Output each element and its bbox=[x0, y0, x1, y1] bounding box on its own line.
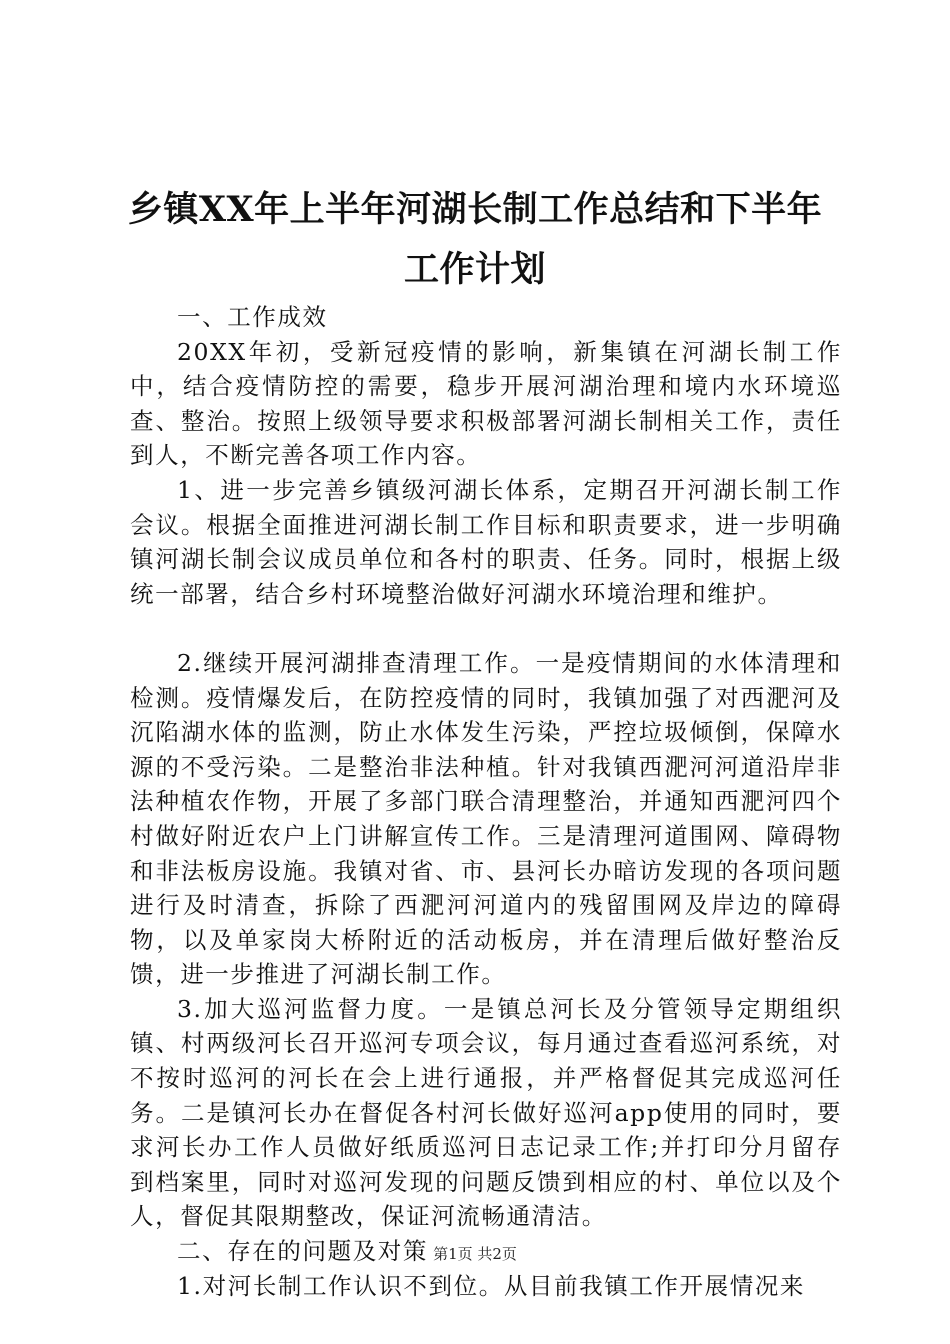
paragraph-item-1: 1、进一步完善乡镇级河湖长体系，定期召开河湖长制工作会议。根据全面推进河湖长制工作目标和职责要求，进一步明确镇河湖长制会议成员单位和各村的职责、任务。同时，根据上级统一部署，结合乡村环境整治做好河湖水环境治理和维护。 bbox=[130, 475, 842, 608]
section-heading-achievements: 一、工作成效 bbox=[177, 303, 328, 331]
document-title-line-2: 工作计划 bbox=[403, 249, 546, 290]
section-heading-problems: 二、存在的问题及对策 bbox=[177, 1237, 428, 1266]
paragraph-item-2: 2.继续开展河湖排查清理工作。一是疫情期间的水体清理和检测。疫情爆发后，在防控疫情的同时，我镇加强了对西淝河及沉陷湖水体的监测，防止水体发生污染，严控垃圾倾倒，保障水源的不受污染。二是整治非法种植。针对我镇西淝河河道沿岸非法种植农作物，开展了多部门联合清理整治，并通知西淝河四个村做好附近农户上门讲解宣传工作。三是清理河道围网、障碍物和非法板房设施。我镇对省、市、县河长办暗访发现的各项问题进行及时清查，拆除了西淝河河道内的残留围网及岸边的障碍物，以及单家岗大桥附近的活动板房，并在清理后做好整治反馈，进一步推进了河湖长制工作。 bbox=[130, 648, 842, 989]
paragraph-intro: 20XX年初，受新冠疫情的影响，新集镇在河湖长制工作中，结合疫情防控的需要，稳步开展河湖治理和境内水环境巡查、整治。按照上级领导要求积极部署河湖长制相关工作，责任到人，不断完善各项工作内容。 bbox=[130, 337, 842, 470]
paragraph-item-3: 3.加大巡河监督力度。一是镇总河长及分管领导定期组织镇、村两级河长召开巡河专项会议，每月通过查看巡河系统，对不按时巡河的河长在会上进行通报，并严格督促其完成巡河任务。二是镇河长办在督促各村河长做好巡河app使用的同时，要求河长办工作人员做好纸质巡河日志记录工作;并打印分月留存到档案里，同时对巡河发现的问题反馈到相应的村、单位以及个人，督促其限期整改，保证河流畅通清洁。 bbox=[130, 994, 842, 1231]
paragraph-problem-1: 1.对河长制工作认识不到位。从目前我镇工作开展情况来 bbox=[177, 1271, 806, 1300]
document-title-line-1: 乡镇XX年上半年河湖长制工作总结和下半年 bbox=[127, 189, 823, 230]
document-body bbox=[130, 300, 842, 1303]
page-footer: 第1页 共2页 bbox=[433, 1245, 517, 1263]
